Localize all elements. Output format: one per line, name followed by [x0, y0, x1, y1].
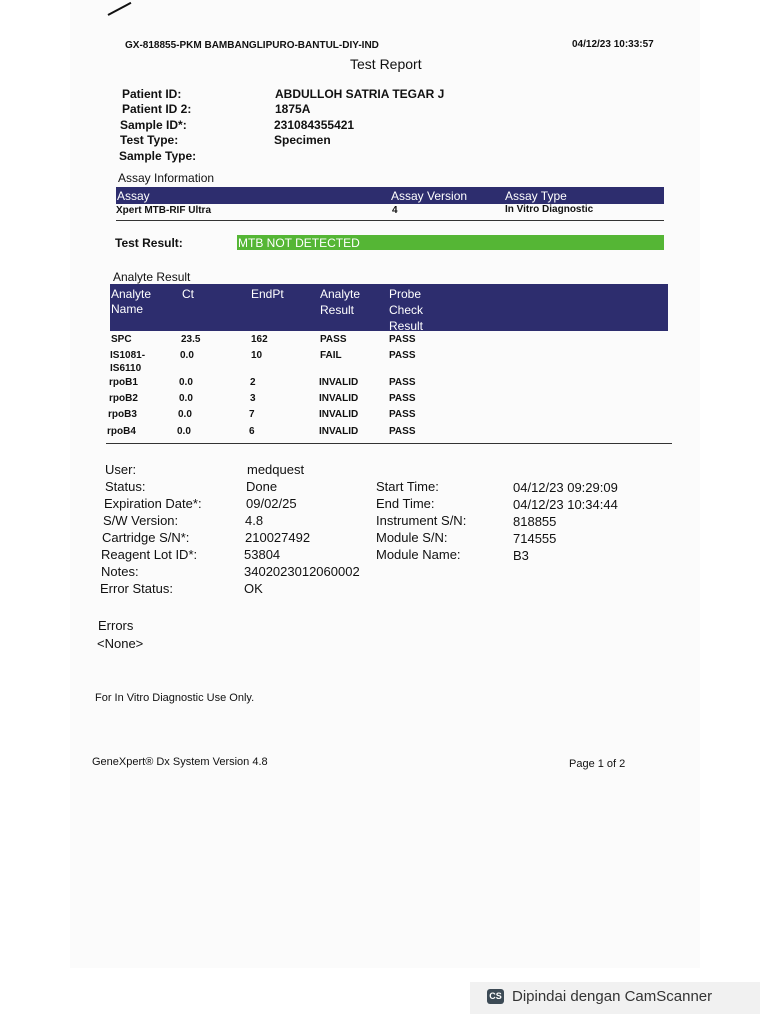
- analyte-row-probe: PASS: [389, 377, 416, 388]
- end-time-label: End Time:: [376, 496, 435, 511]
- analyte-row-name: rpoB1: [109, 377, 138, 388]
- module-name-label: Module Name:: [376, 547, 461, 562]
- assay-info-title: Assay Information: [118, 171, 215, 185]
- probe-header-2: Check: [389, 303, 424, 317]
- facility-id: GX-818855-PKM BAMBANGLIPURO-BANTUL-DIY-IND: [125, 40, 379, 51]
- analyte-row-endpt: 2: [250, 377, 256, 388]
- patient-id2-label: Patient ID 2:: [122, 102, 192, 116]
- analyte-row-probe: PASS: [389, 350, 416, 361]
- sw-version-value: 4.8: [245, 513, 264, 528]
- analyte-row-ct: 0.0: [180, 350, 194, 361]
- probe-header-3: Result: [389, 319, 424, 333]
- analyte-row-name: IS1081-: [110, 350, 146, 361]
- analyte-row-name: rpoB2: [109, 393, 138, 404]
- camscanner-text: Dipindai dengan CamScanner: [512, 988, 713, 1005]
- assay-divider: [116, 220, 664, 221]
- analyte-row-probe: PASS: [389, 334, 416, 345]
- assay-col-header: Assay: [117, 189, 150, 203]
- analyte-row-ct: 23.5: [181, 334, 201, 345]
- analyte-row-ct: 0.0: [178, 409, 192, 420]
- analyte-row-endpt: 3: [250, 393, 256, 404]
- sw-version-label: S/W Version:: [103, 513, 179, 528]
- analyte-row-probe: PASS: [389, 426, 416, 437]
- page-number: Page 1 of 2: [569, 758, 626, 770]
- analyte-row-probe: PASS: [389, 409, 416, 420]
- expiration-label: Expiration Date*:: [104, 496, 202, 511]
- analyte-row-ct: 0.0: [179, 393, 193, 404]
- module-sn-label: Module S/N:: [376, 530, 448, 545]
- notes-value: 3402023012060002: [244, 564, 360, 579]
- status-value: Done: [246, 479, 278, 494]
- analyte-result-header-2: Result: [320, 303, 355, 317]
- report-datetime: 04/12/23 10:33:57: [572, 39, 654, 50]
- analyte-row-endpt: 162: [251, 334, 268, 345]
- assay-version: 4: [392, 205, 398, 216]
- analyte-row-name: SPC: [111, 334, 132, 345]
- notes-label: Notes:: [101, 564, 139, 579]
- assay-name: Xpert MTB-RIF Ultra: [116, 205, 211, 216]
- system-version: GeneXpert® Dx System Version 4.8: [92, 756, 268, 768]
- assay-type: In Vitro Diagnostic: [505, 204, 594, 215]
- assay-version-col-header: Assay Version: [391, 189, 468, 203]
- analyte-row-name: rpoB4: [107, 426, 136, 437]
- endpt-header: EndPt: [251, 287, 284, 301]
- analyte-name-header-1: Analyte: [111, 287, 152, 301]
- reagent-lot-value: 53804: [244, 547, 281, 562]
- analyte-row-endpt: 7: [249, 409, 255, 420]
- assay-header-bar: [116, 187, 664, 204]
- analyte-row-result: INVALID: [319, 393, 359, 404]
- start-time-label: Start Time:: [376, 479, 439, 494]
- assay-type-col-header: Assay Type: [505, 189, 567, 203]
- instrument-sn-label: Instrument S/N:: [376, 513, 467, 528]
- report-title: Test Report: [350, 56, 422, 72]
- sample-id-label: Sample ID*:: [120, 118, 187, 132]
- expiration-value: 09/02/25: [246, 496, 297, 511]
- errors-value: <None>: [97, 636, 144, 651]
- analyte-row-probe: PASS: [389, 393, 416, 404]
- end-time-value: 04/12/23 10:34:44: [513, 497, 618, 512]
- analyte-row-result: PASS: [320, 334, 347, 345]
- analyte-result-header-1: Analyte: [320, 287, 361, 301]
- reagent-lot-label: Reagent Lot ID*:: [101, 547, 198, 562]
- cartridge-label: Cartridge S/N*:: [102, 530, 190, 545]
- module-name-value: B3: [513, 548, 529, 563]
- ivd-disclaimer: For In Vitro Diagnostic Use Only.: [95, 692, 255, 704]
- test-result-value: MTB NOT DETECTED: [238, 236, 360, 250]
- camscanner-logo-icon: CS: [487, 989, 504, 1004]
- probe-header-1: Probe: [389, 287, 422, 301]
- sample-id-value: 231084355421: [274, 118, 355, 132]
- analyte-row-result: FAIL: [320, 350, 342, 361]
- instrument-sn-value: 818855: [513, 514, 557, 529]
- test-type-value: Specimen: [274, 133, 331, 147]
- status-label: Status:: [105, 479, 146, 494]
- patient-id-value: ABDULLOH SATRIA TEGAR J: [275, 87, 445, 101]
- analyte-row-result: INVALID: [319, 377, 359, 388]
- user-value: medquest: [247, 462, 305, 477]
- analyte-row-name: rpoB3: [108, 409, 137, 420]
- cartridge-value: 210027492: [245, 530, 311, 545]
- error-status-value: OK: [244, 581, 263, 596]
- analyte-divider: [106, 443, 672, 444]
- ct-header: Ct: [182, 287, 194, 301]
- sample-type-label: Sample Type:: [119, 149, 197, 163]
- analyte-row-ct: 0.0: [177, 426, 191, 437]
- test-result-label: Test Result:: [115, 236, 183, 250]
- patient-id2-value: 1875A: [275, 102, 311, 116]
- test-type-label: Test Type:: [120, 133, 179, 147]
- errors-title: Errors: [98, 618, 134, 633]
- error-status-label: Error Status:: [100, 581, 173, 596]
- user-label: User:: [105, 462, 137, 477]
- analyte-row-endpt: 10: [251, 350, 263, 361]
- analyte-name-header-2: Name: [111, 302, 144, 316]
- analyte-result-title: Analyte Result: [113, 270, 191, 284]
- patient-id-label: Patient ID:: [122, 87, 182, 101]
- analyte-row-name-line2: IS6110: [110, 363, 142, 374]
- analyte-row-result: INVALID: [319, 426, 359, 437]
- start-time-value: 04/12/23 09:29:09: [513, 480, 618, 495]
- analyte-row-result: INVALID: [319, 409, 359, 420]
- analyte-row-ct: 0.0: [179, 377, 193, 388]
- module-sn-value: 714555: [513, 531, 557, 546]
- analyte-row-endpt: 6: [249, 426, 255, 437]
